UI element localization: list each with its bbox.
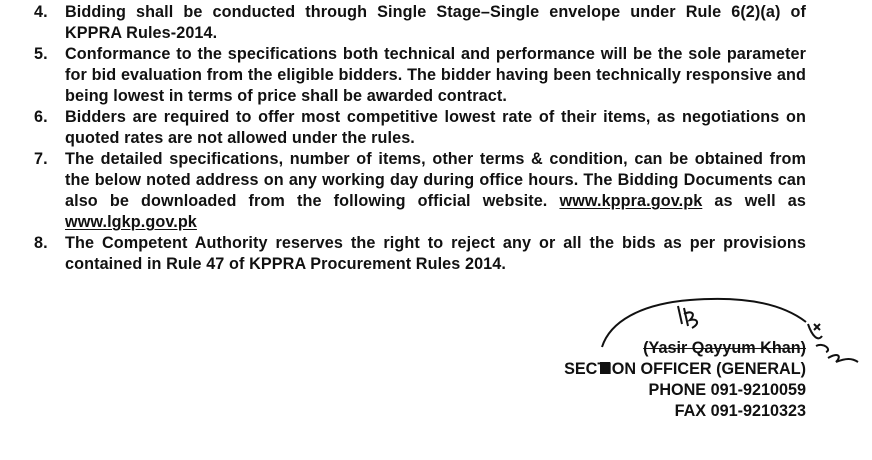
clause-text: Conformance to the specifications both technical and performance will be the sole parameter for bid evaluation from the eligible bidders. The bidder having been technically responsive and being lowest in terms of price shall be awarded contract. [65, 45, 806, 105]
clause-text [65, 149, 806, 233]
signatory-designation: SECTION OFFICER (GENERAL) [564, 360, 806, 378]
link-connector: as well as [714, 192, 806, 210]
clause-number: 8. [34, 234, 48, 252]
signatory-phone: PHONE 091-9210059 [648, 381, 806, 399]
clause-number: 7. [34, 150, 48, 168]
clause-number: 6. [34, 108, 48, 126]
clause-5 [34, 44, 806, 107]
clause-4 [34, 2, 806, 44]
signature-block [506, 338, 806, 422]
clause-body: The detailed specifications, number of items, other terms & condition, can be obtained from the below noted address on any working day during office hours. The Bidding Documents can also be downloaded from the following official website. [65, 150, 806, 210]
clause-text: Bidding shall be conducted through Single Stage–Single envelope under Rule 6(2)(a) of KPPRA Rules-2014. [65, 3, 806, 42]
signatory-fax: FAX 091-9210323 [674, 402, 806, 420]
clause-number: 4. [34, 3, 48, 21]
clause-number: 5. [34, 45, 48, 63]
clause-text: The Competent Authority reserves the right to reject any or all the bids as per provisions contained in Rule 47 of KPPRA Procurement Rules 2014. [65, 234, 806, 273]
kppra-website-link[interactable]: www.kppra.gov.pk [559, 192, 703, 210]
clause-6 [34, 107, 806, 149]
lgkp-website-link[interactable]: www.lgkp.gov.pk [65, 213, 197, 231]
terms-clause-list [34, 2, 806, 275]
signatory-name: (Yasir Qayyum Khan) [643, 339, 806, 357]
clause-8 [34, 233, 806, 275]
clause-text: Bidders are required to offer most competitive lowest rate of their items, as negotiations on quoted rates are not allowed under the rules. [65, 108, 806, 147]
clause-7 [34, 149, 806, 233]
